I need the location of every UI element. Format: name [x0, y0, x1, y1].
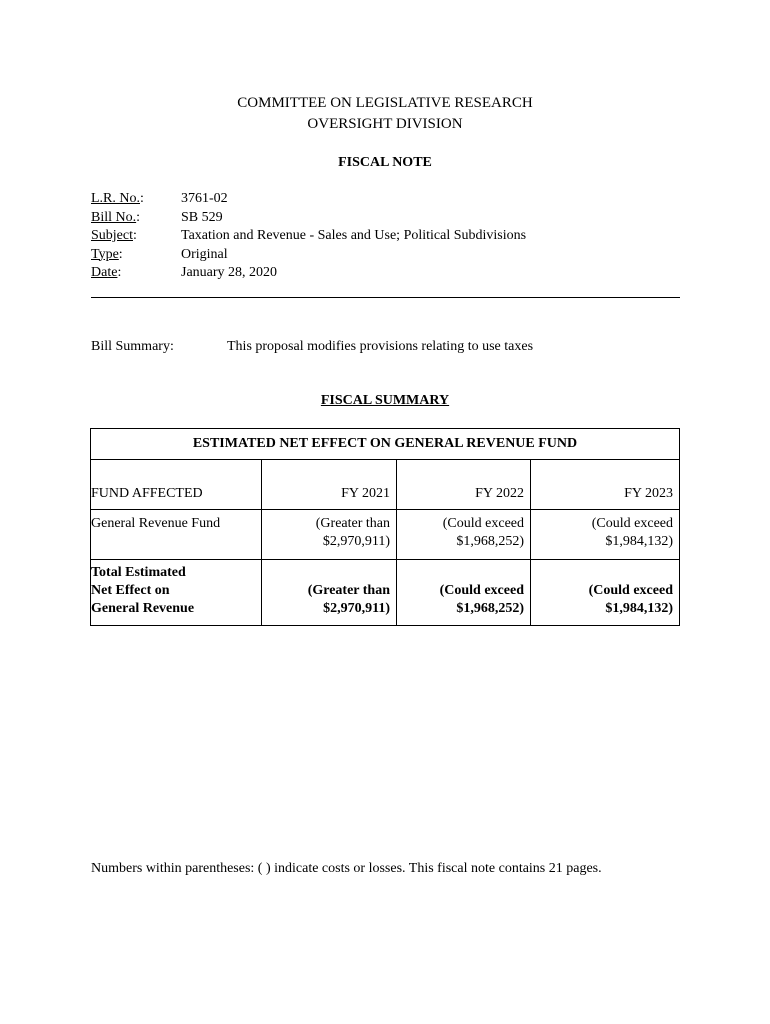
bill-summary-label: Bill Summary: [91, 339, 174, 354]
meta-value-type: Original [181, 246, 228, 262]
footer-note: Numbers within parentheses: ( ) indicate costs or losses. This fiscal note contains 21 pages. [91, 861, 602, 876]
cell-fy2022-value: (Could exceed $1,968,252) [397, 510, 531, 559]
bill-metadata [91, 190, 526, 283]
cell-fy2021-value: (Greater than $2,970,911) [262, 510, 397, 559]
meta-row-type: Type: Original [91, 246, 526, 265]
fiscal-summary-heading: FISCAL SUMMARY [320, 393, 450, 408]
table-header-row [91, 460, 679, 510]
header-divider [91, 297, 680, 298]
meta-row-lr-no: L.R. No.: 3761-02 [91, 190, 526, 209]
total-fy2022: (Could exceed $1,968,252) [397, 560, 531, 625]
total-fy2021: (Greater than $2,970,911) [262, 560, 397, 625]
table-title: ESTIMATED NET EFFECT ON GENERAL REVENUE FUND [91, 429, 679, 460]
meta-label-date: Date [91, 265, 118, 280]
fiscal-summary-table [90, 428, 680, 626]
table-row [91, 510, 679, 560]
column-header-fund: FUND AFFECTED [91, 460, 262, 509]
meta-row-subject: Subject: Taxation and Revenue - Sales and Use; Political Subdivisions [91, 227, 526, 246]
meta-row-date: Date: January 28, 2020 [91, 264, 526, 283]
total-label: Total Estimated Net Effect on General Revenue [91, 560, 262, 625]
column-header-fy2022: FY 2022 [397, 460, 531, 509]
meta-value-bill-no: SB 529 [181, 209, 223, 225]
committee-title: COMMITTEE ON LEGISLATIVE RESEARCH [237, 95, 533, 111]
meta-label-subject: Subject [91, 228, 133, 243]
document-type: FISCAL NOTE [338, 155, 432, 170]
column-header-fy2023: FY 2023 [624, 486, 673, 501]
column-header-fy2021: FY 2021 [262, 460, 397, 509]
meta-label-type: Type [91, 246, 119, 262]
meta-label-bill-no: Bill No. [91, 209, 137, 225]
bill-summary-text: This proposal modifies provisions relating to use taxes [227, 339, 534, 354]
total-fy2023: (Could exceed $1,984,132) [588, 583, 673, 616]
cell-fund-name: General Revenue Fund [91, 510, 262, 559]
meta-value-subject: Taxation and Revenue - Sales and Use; Political Subdivisions [181, 228, 527, 243]
meta-value-date: January 28, 2020 [181, 265, 278, 280]
meta-label-lr-no: L.R. No. [91, 191, 140, 206]
meta-row-bill-no: Bill No.: SB 529 [91, 209, 526, 228]
division-title: OVERSIGHT DIVISION [307, 116, 463, 132]
table-total-row [91, 560, 679, 625]
meta-value-lr-no: 3761-02 [181, 191, 228, 206]
cell-fy2023-value: (Could exceed $1,984,132) [591, 516, 673, 549]
